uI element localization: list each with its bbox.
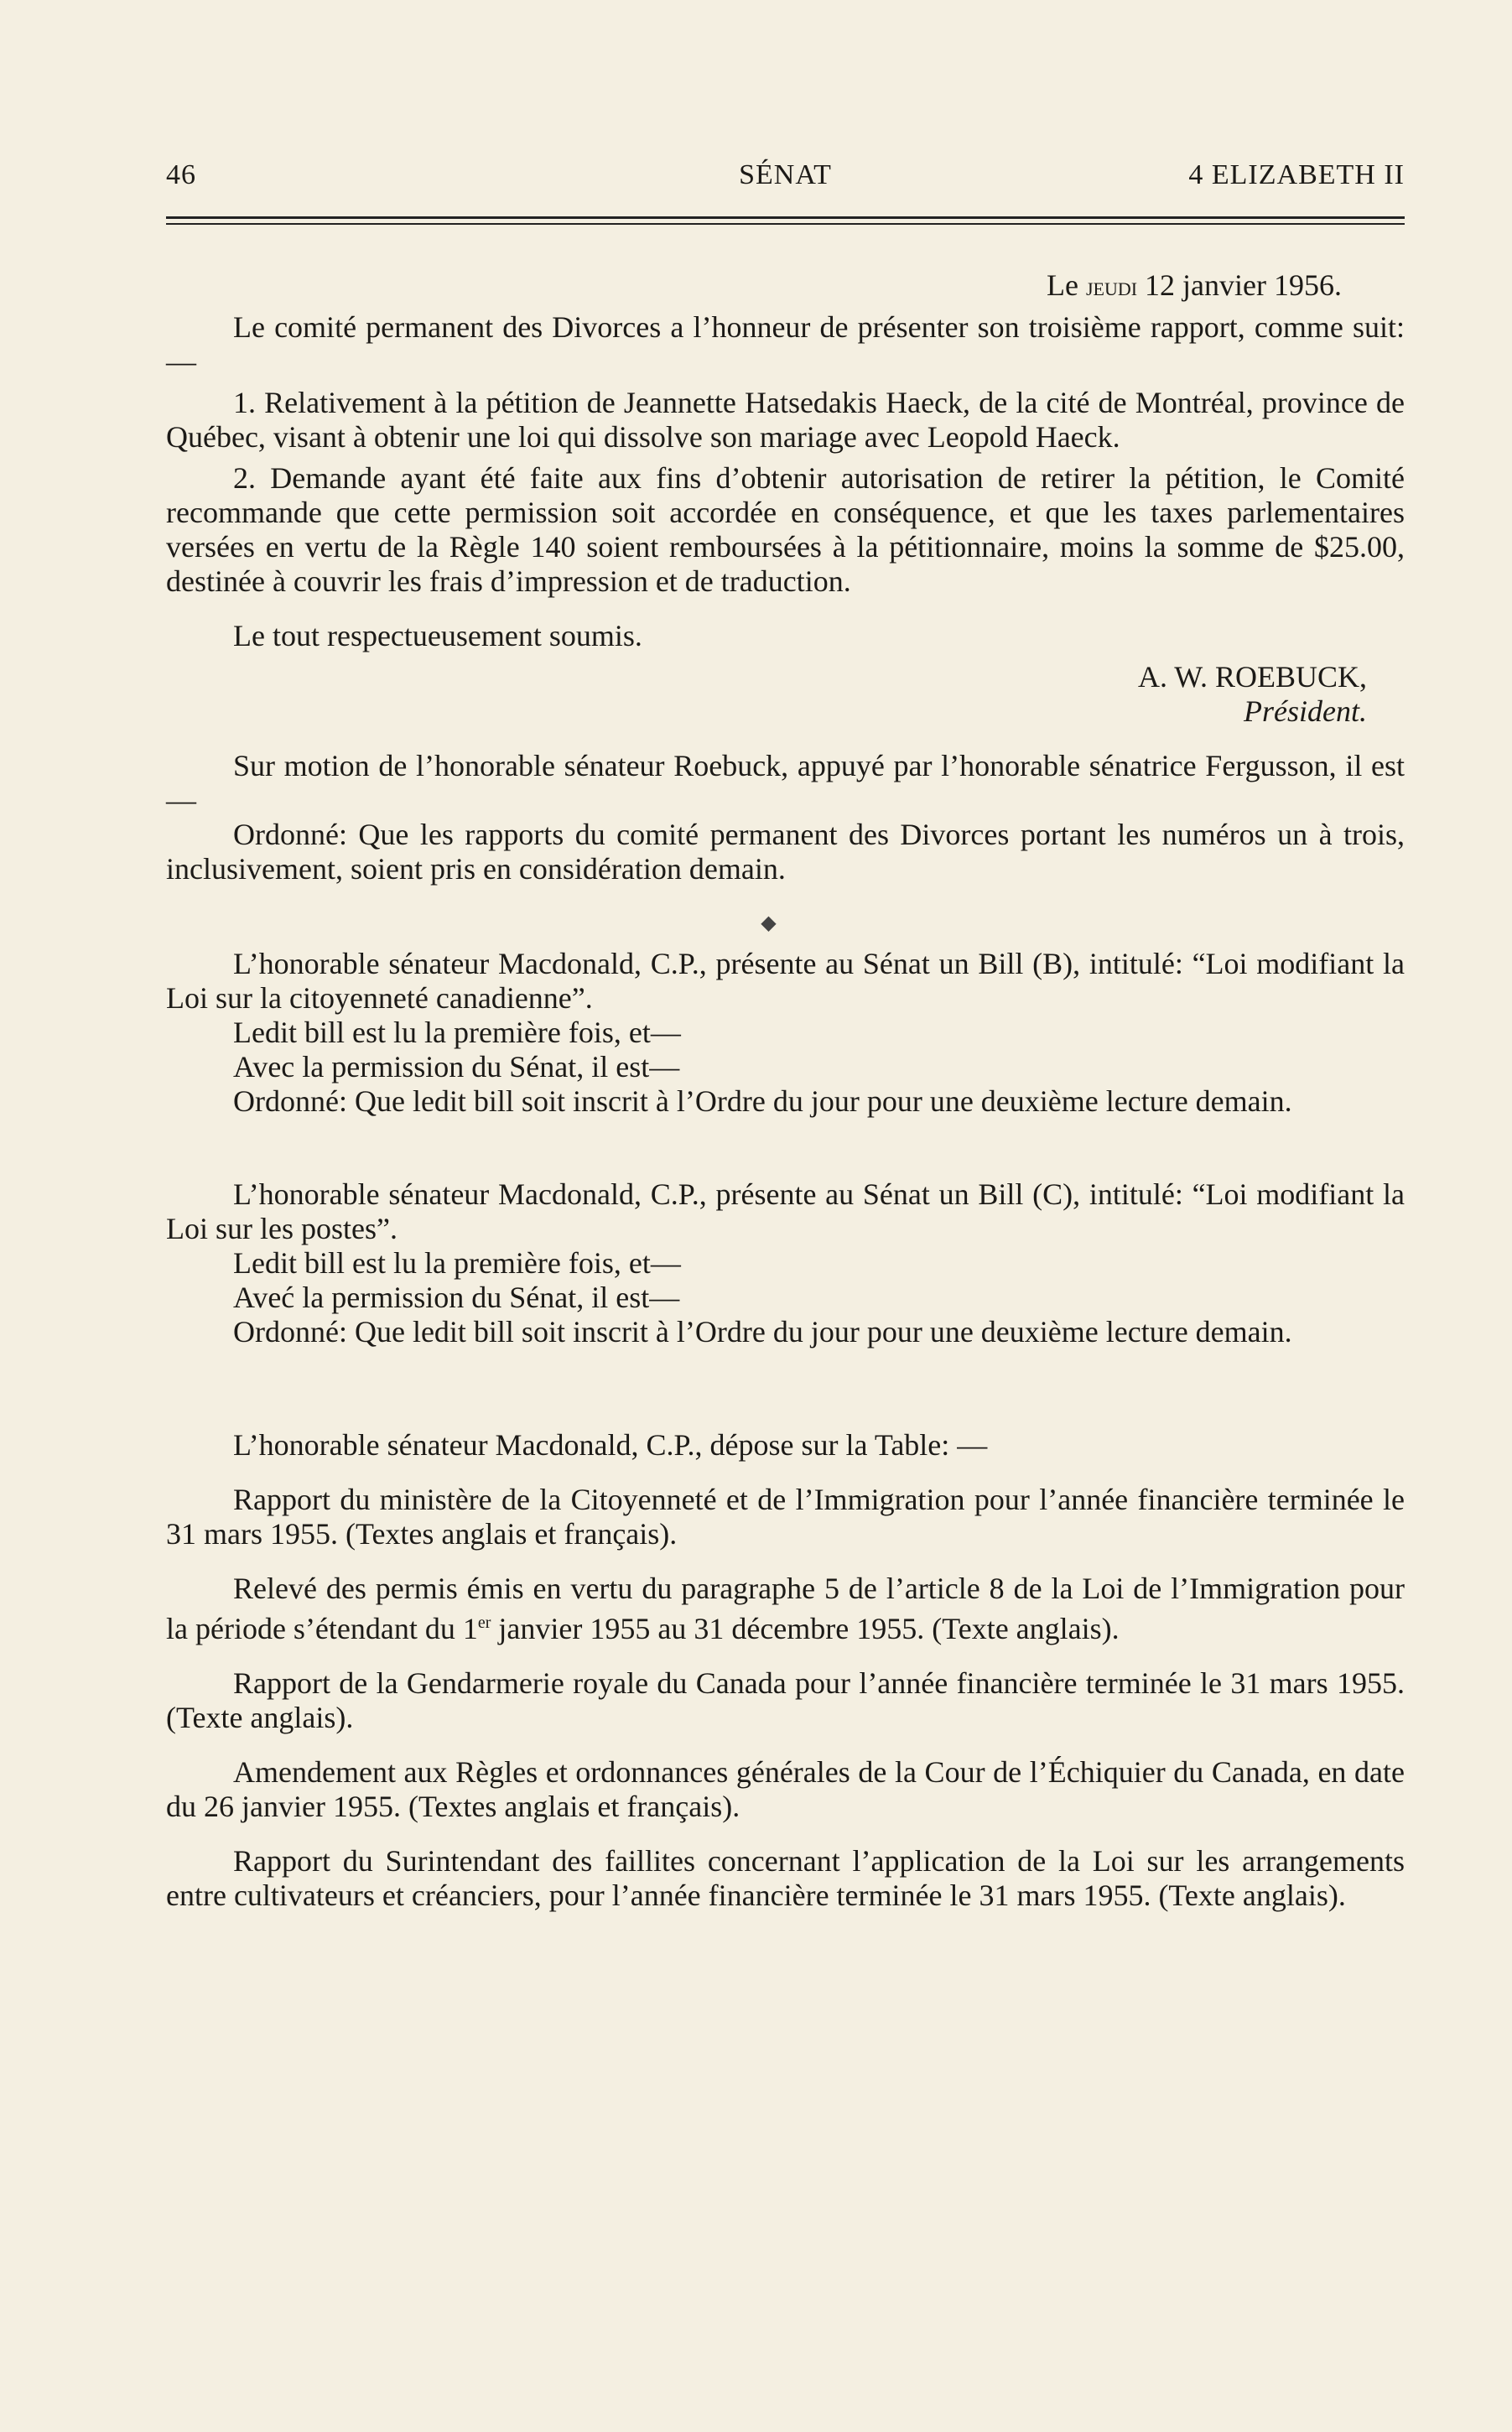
tabling-intro: L’honorable sénateur Macdonald, C.P., dépose sur la Table: — xyxy=(233,1428,988,1462)
report-item-2: 2. Demande ayant été faite aux fins d’obtenir autorisation de retirer la pétition, le Comité recommande que cette permission soit accordée en conséquence, et que les taxes parlementaires versées en vertu de la Règle 140 soient remboursées à la pétitionnaire, moins la somme de $25.00, destinée à couvrir les frais d’impression et de traduction. xyxy=(166,461,1405,598)
header-double-rule xyxy=(166,216,1405,225)
tabled-document-3: Rapport de la Gendarmerie royale du Canada pour l’année financière terminée le 31 mars 1955. (Texte anglais). xyxy=(166,1666,1405,1734)
bill-b-permission: Avec la permission du Sénat, il est— xyxy=(233,1050,680,1083)
tabled-document-1: Rapport du ministère de la Citoyenneté et de l’Immigration pour l’année financière terminée le 31 mars 1955. (Textes anglais et français). xyxy=(166,1483,1405,1551)
ornament-icon: ◆ xyxy=(761,912,777,934)
bill-c-order: Ordonné: Que ledit bill soit inscrit à l’Ordre du jour pour une deuxième lecture demain. xyxy=(233,1315,1292,1349)
date-weekday: jeudi xyxy=(1085,271,1138,301)
report-intro: Le comité permanent des Divorces a l’honneur de présenter son troisième rapport, comme suit: — xyxy=(166,310,1405,378)
bill-c-permission: Aveć la permission du Sénat, il est— xyxy=(233,1281,680,1314)
report-closing: Le tout respectueusement soumis. xyxy=(233,619,642,652)
signature-name: A. W. ROEBUCK, xyxy=(1137,660,1367,694)
session-label: 4 ELIZABETH II xyxy=(1188,159,1405,190)
date-prefix: Le xyxy=(1046,268,1078,302)
ordinal-superscript: er xyxy=(477,1614,491,1632)
page-header xyxy=(166,159,1405,201)
report-item-1: 1. Relativement à la pétition de Jeannette Hatsedakis Haeck, de la cité de Montréal, province de Québec, visant à obtenir une loi qui dissolve son mariage avec Leopold Haeck. xyxy=(166,386,1405,454)
tabled-document-4: Amendement aux Règles et ordonnances générales de la Cour de l’Échiquier du Canada, en date du 26 janvier 1955. (Textes anglais et français). xyxy=(166,1755,1405,1823)
page-number: 46 xyxy=(166,159,196,190)
motion-text: Sur motion de l’honorable sénateur Roebuck, appuyé par l’honorable sénatrice Fergusson, il est— xyxy=(166,749,1405,817)
tabled-document-2-part-a: Relevé des permis émis en vertu du paragraphe 5 de l’article 8 de la Loi de l’Immigration pour la période s’étendant du 1 xyxy=(166,1572,1405,1645)
tabled-document-2-part-b: janvier 1955 au 31 décembre 1955. (Texte anglais). xyxy=(491,1612,1120,1645)
sitting-date xyxy=(166,268,1405,304)
signature-title: Président. xyxy=(1244,694,1367,728)
bill-b-intro: L’honorable sénateur Macdonald, C.P., présente au Sénat un Bill (B), intitulé: “Loi modifiant la Loi sur la citoyenneté canadienne”. xyxy=(166,947,1405,1015)
bill-c-first-reading: Ledit bill est lu la première fois, et— xyxy=(233,1246,681,1280)
bill-b-first-reading: Ledit bill est lu la première fois, et— xyxy=(233,1016,681,1049)
tabled-document-5: Rapport du Surintendant des faillites concernant l’application de la Loi sur les arrangements entre cultivateurs et créanciers, pour l’année financière terminée le 31 mars 1955. (Texte anglais). xyxy=(166,1844,1405,1912)
tabled-document-2 xyxy=(166,1572,1405,1646)
document-page xyxy=(166,159,1405,1913)
motion-order: Ordonné: Que les rapports du comité permanent des Divorces portant les numéros un à trois, inclusivement, soient pris en considération demain. xyxy=(166,818,1405,886)
date-value: 12 janvier 1956. xyxy=(1145,268,1342,302)
running-title: SÉNAT xyxy=(739,159,832,190)
bill-c-intro: L’honorable sénateur Macdonald, C.P., présente au Sénat un Bill (C), intitulé: “Loi modifiant la Loi sur les postes”. xyxy=(166,1177,1405,1245)
bill-b-order: Ordonné: Que ledit bill soit inscrit à l’Ordre du jour pour une deuxième lecture demain. xyxy=(233,1084,1292,1118)
